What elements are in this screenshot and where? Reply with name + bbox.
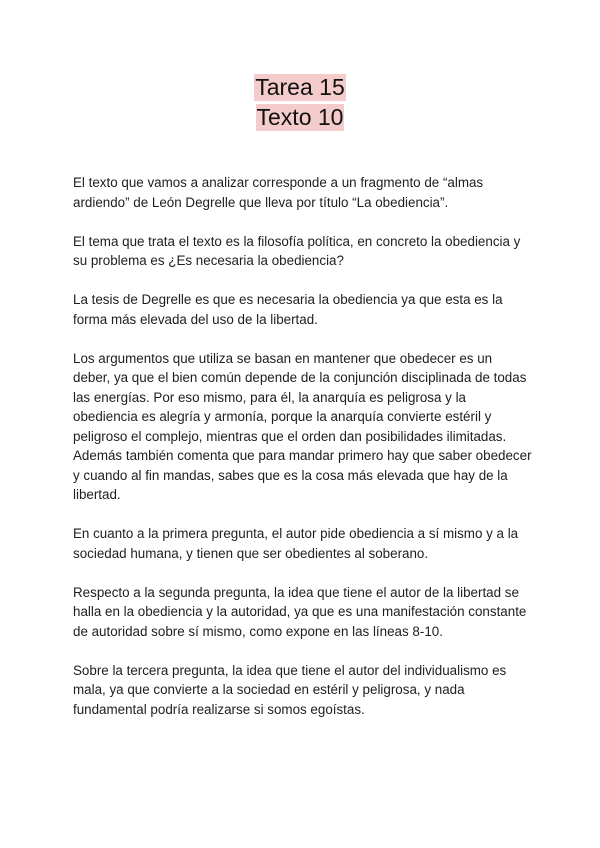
paragraph-second-question: Respecto a la segunda pregunta, la idea que tiene el autor de la libertad se halla en la obediencia y la autoridad, ya que es una manifestación constante de autoridad sobre sí mismo, como expone en las líneas 8-10.	[73, 584, 527, 639]
document-title	[0, 74, 600, 134]
document-body	[73, 173, 533, 739]
paragraph-third-question: Sobre la tercera pregunta, la idea que tiene el autor del individualismo es mala, ya que convierte a la sociedad en estéril y peligrosa, y nada fundamental podría realizarse si somos egoístas.	[73, 662, 507, 717]
title-line-tarea: Tarea 15	[255, 74, 345, 100]
paragraph-theme: El tema que trata el texto es la filosofía política, en concreto la obediencia y su problema es ¿Es necesaria la obediencia?	[73, 233, 521, 268]
paragraph-arguments: Los argumentos que utiliza se basan en mantener que obedecer es un deber, ya que el bien común depende de la conjunción disciplinada de todas las energías. Por eso mismo, para él, la anarquía es peligrosa y la obediencia es alegría y armonía, porque la anarquía convierte estéril y peligroso el complejo, mientras que el orden dan posibilidades ilimitadas. Además también comenta que para mandar primero hay que saber obedecer y cuando al fin mandas, sabes que es la cosa más elevada que hay de la libertad.	[73, 350, 532, 502]
paragraph-introduction: El texto que vamos a analizar corresponde a un fragmento de “almas ardiendo” de León Degrelle que lleva por título “La obediencia”.	[73, 175, 484, 210]
paragraph-first-question: En cuanto a la primera pregunta, el autor pide obediencia a sí mismo y a la sociedad humana, y tienen que ser obedientes al soberano.	[73, 526, 519, 561]
paragraph-thesis: La tesis de Degrelle es que es necesaria la obediencia ya que esta es la forma más elevada del uso de la libertad.	[73, 292, 503, 327]
title-line-texto: Texto 10	[256, 104, 344, 130]
